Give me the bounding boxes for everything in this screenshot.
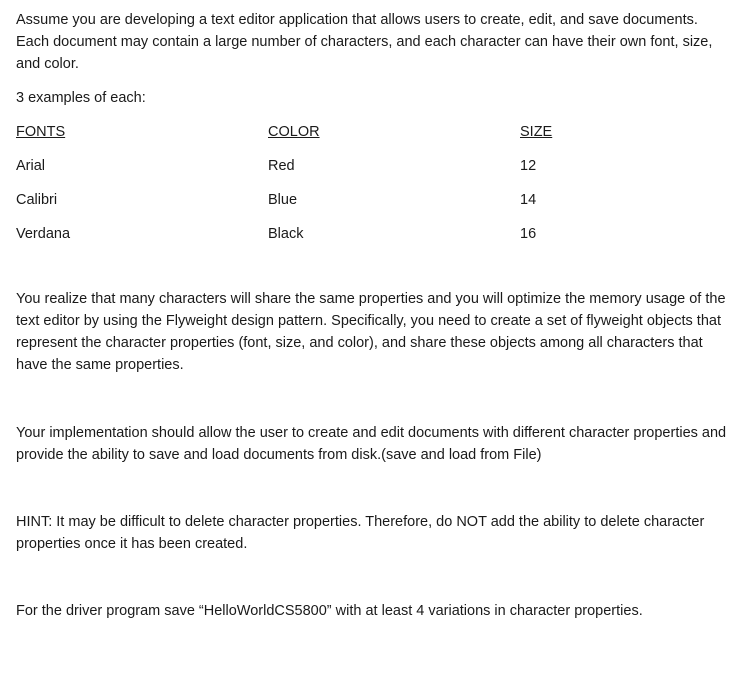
- table-cell: Verdana: [16, 226, 71, 242]
- table-cell: Black: [268, 226, 304, 242]
- table-cell: 12: [520, 158, 537, 174]
- hint-paragraph: HINT: It may be difficult to delete character properties. Therefore, do NOT add the ability to delete character properties once it has been created.: [16, 514, 705, 552]
- properties-table: [16, 121, 728, 257]
- table-header-fonts: FONTS: [16, 124, 66, 140]
- table-cell: Arial: [16, 158, 46, 174]
- table-cell: 14: [520, 192, 537, 208]
- table-cell: Calibri: [16, 192, 58, 208]
- table-cell: Red: [268, 158, 295, 174]
- table-cell: 16: [520, 226, 537, 242]
- intro-paragraph: Assume you are developing a text editor application that allows users to create, edit, and save documents. Each document may contain a large number of characters, and each character can have their own font, size, and color.: [16, 12, 713, 72]
- table-header-size: SIZE: [520, 124, 553, 140]
- table-header-color: COLOR: [268, 124, 320, 140]
- table-cell: Blue: [268, 192, 298, 208]
- examples-heading: 3 examples of each:: [16, 90, 146, 106]
- driver-paragraph: For the driver program save “HelloWorldCS5800” with at least 4 variations in character properties.: [16, 603, 643, 619]
- flyweight-paragraph: You realize that many characters will share the same properties and you will optimize the memory usage of the text editor by using the Flyweight design pattern. Specifically, you need to create a set of flyweight objects that represent the character properties (font, size, and color), and share these objects among all characters that have the same properties.: [16, 291, 726, 373]
- implementation-paragraph: Your implementation should allow the user to create and edit documents with different character properties and provide the ability to save and load documents from disk.(save and load from File): [16, 425, 727, 463]
